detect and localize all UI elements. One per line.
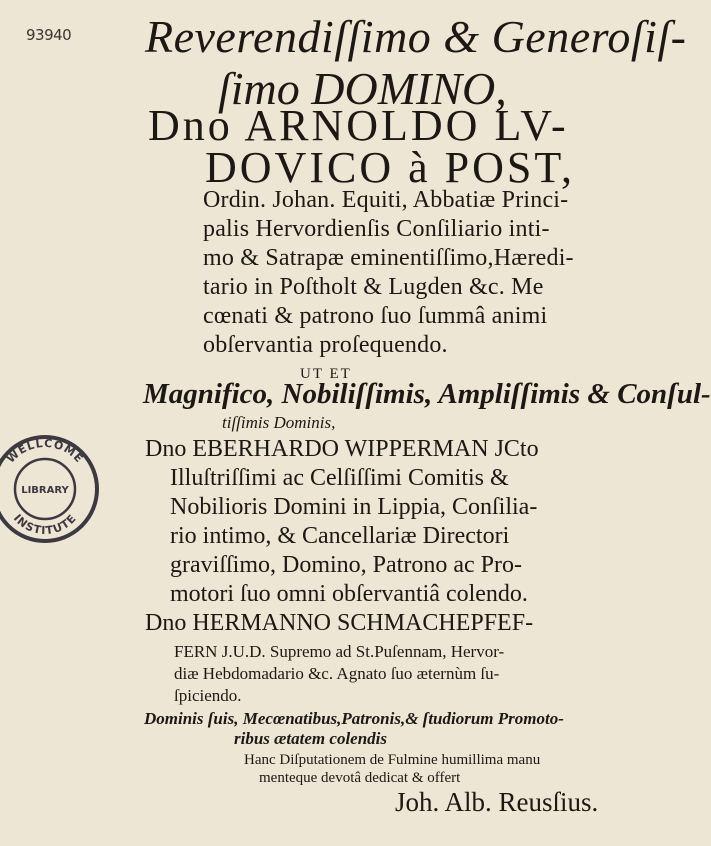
dedication1-line: mo & Satrapæ eminentiſſimo,Hæredi- — [203, 245, 574, 271]
stamp-seal-icon — [0, 432, 103, 547]
heading-line-3: Dno ARNOLDO LV- — [148, 101, 569, 150]
svg-text:WELLCOME — [4, 437, 86, 466]
dedication2-line: Dno HERMANNO SCHMACHEPFEF- — [145, 610, 534, 636]
dedication1-line: obſervantia proſequendo. — [203, 332, 448, 358]
heading-line-4: DOVICO à POST, — [205, 143, 575, 192]
heading-line-2: ſimo DOMINO, — [218, 63, 507, 114]
shelfmark-number: 93940 — [26, 26, 72, 44]
dedication2-line: Illuſtriſſimi ac Celſiſſimi Comitis & — [170, 465, 509, 491]
library-stamp — [0, 432, 103, 547]
offering-line: Hanc Diſputationem de Fulmine humillima manu — [244, 752, 541, 768]
offering-line: menteque devotâ dedicat & offert — [259, 770, 461, 786]
stamp-top-text: WELLCOME — [4, 436, 87, 466]
dedication2-line: rio intimo, & Cancellariæ Directori — [170, 523, 510, 549]
stamp-middle-text: LIBRARY — [21, 485, 69, 496]
dedication2-line: motori ſuo omni obſervantiâ colendo. — [170, 581, 528, 607]
dedication1-line: Ordin. Johan. Equiti, Abbatiæ Princi- — [203, 187, 569, 213]
closing-line: Dominis ſuis, Mecœnatibus,Patronis,& ſtudiorum Promoto- — [144, 709, 564, 728]
dedication1-line: cœnati & patrono ſuo ſummâ animi — [203, 303, 548, 329]
signature-line: Joh. Alb. Reusſius. — [395, 787, 599, 817]
magnifico-line-2: tiſſimis Dominis, — [222, 413, 336, 432]
dedication3-line: ſpiciendo. — [174, 686, 242, 705]
magnifico-line-1: Magnifico, Nobiliſſimis, Ampliſſimis & Conſul- — [143, 378, 711, 410]
dedication1-line: palis Hervordienſis Conſiliario inti- — [203, 216, 550, 242]
dedication1-line: tario in Poſtholt & Lugden &c. Me — [203, 274, 544, 300]
closing-line: ribus ætatem colendis — [234, 729, 388, 748]
heading-line-1: Reverendiſſimo & Generoſiſ- — [145, 11, 687, 62]
stamp-bottom-text: INSTITUTE — [10, 511, 80, 538]
ut-et-line: UT ET — [300, 366, 352, 382]
dedication3-line: diæ Hebdomadario &c. Agnato ſuo æternùm ſu- — [174, 664, 500, 683]
dedication3-line: FERN J.U.D. Supremo ad St.Puſennam, Hervor- — [174, 642, 505, 661]
dedication2-line: graviſſimo, Domino, Patrono ac Pro- — [170, 552, 522, 578]
dedication2-line: Nobilioris Domini in Lippia, Conſilia- — [170, 494, 538, 520]
dedication2-line: Dno EBERHARDO WIPPERMAN JCto — [145, 436, 539, 462]
